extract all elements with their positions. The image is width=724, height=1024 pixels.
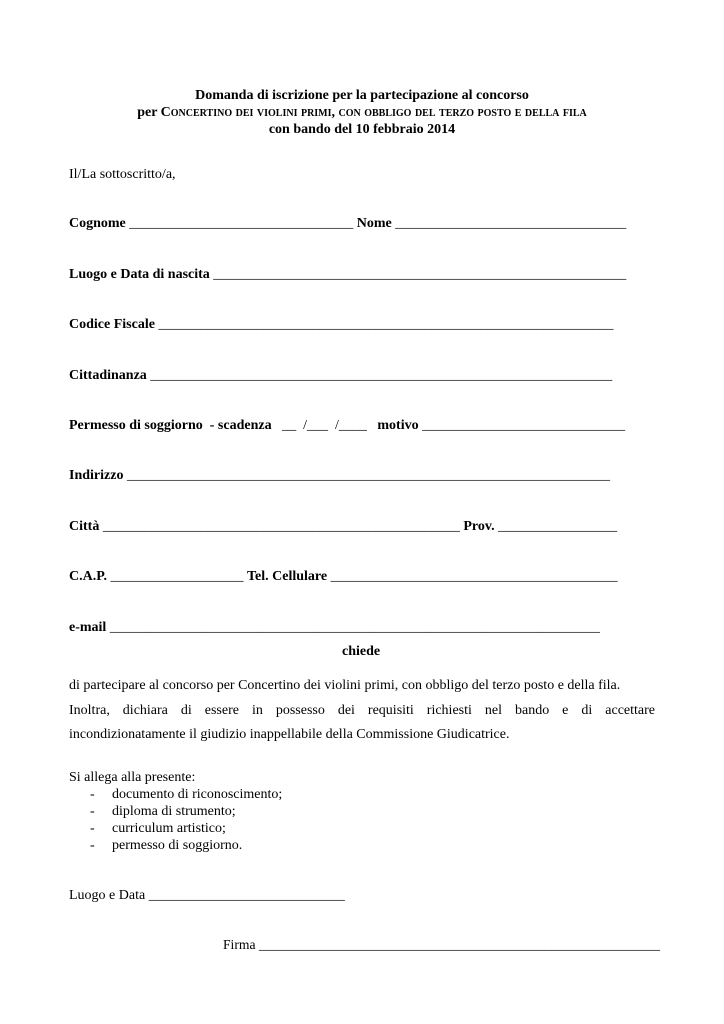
attachment-item-label: curriculum artistico; bbox=[112, 821, 226, 836]
firma-field[interactable]: ___________________________________________________________ bbox=[258, 938, 660, 953]
list-bullet: - bbox=[90, 821, 95, 836]
codice-fiscale-field[interactable]: _________________________________________________________________ bbox=[158, 317, 614, 332]
luogo-data-nascita-label: Luogo e Data di nascita bbox=[69, 267, 210, 282]
tel-label: Tel. Cellulare bbox=[247, 569, 328, 584]
intro-text: Il/La sottoscritto/a, bbox=[69, 167, 176, 182]
citta-field[interactable]: ___________________________________________________ bbox=[102, 519, 460, 534]
tel-field[interactable]: _________________________________________ bbox=[330, 569, 618, 584]
cap-row bbox=[69, 568, 618, 585]
list-item bbox=[69, 820, 282, 837]
firma-label: Firma bbox=[223, 938, 256, 953]
prov-label: Prov. bbox=[463, 519, 495, 534]
cittadinanza-field[interactable]: __________________________________________________________________ bbox=[150, 368, 613, 383]
citta-label: Città bbox=[69, 519, 100, 534]
motivo-label: motivo bbox=[377, 418, 419, 433]
prov-field[interactable]: _________________ bbox=[498, 519, 618, 534]
list-bullet: - bbox=[90, 787, 95, 802]
attachment-item-label: documento di riconoscimento; bbox=[112, 787, 283, 802]
indirizzo-row bbox=[69, 467, 610, 484]
list-bullet: - bbox=[90, 838, 95, 853]
permesso-row bbox=[69, 417, 625, 434]
nascita-row bbox=[69, 266, 626, 283]
email-row bbox=[69, 619, 600, 636]
list-item bbox=[69, 837, 282, 854]
luogo-data-field[interactable]: ____________________________ bbox=[148, 888, 345, 903]
indirizzo-field[interactable]: _____________________________________________________________________ bbox=[126, 468, 610, 483]
codice-fiscale-label: Codice Fiscale bbox=[69, 317, 155, 332]
permesso-label: Permesso di soggiorno - scadenza bbox=[69, 418, 272, 433]
declaration-line2: incondizionatamente il giudizio inappellabile della Commissione Giudicatrice. bbox=[69, 727, 510, 742]
attachments-heading: Si allega alla presente: bbox=[69, 770, 196, 785]
cognome-row bbox=[69, 215, 626, 232]
nome-field[interactable]: _________________________________ bbox=[395, 216, 627, 231]
list-bullet: - bbox=[90, 804, 95, 819]
cittadinanza-label: Cittadinanza bbox=[69, 368, 147, 383]
indirizzo-label: Indirizzo bbox=[69, 468, 124, 483]
form-title-line2-prefix: per bbox=[137, 105, 161, 120]
cap-label: C.A.P. bbox=[69, 569, 107, 584]
attachment-item-label: diploma di strumento; bbox=[112, 804, 236, 819]
form-title-line3: con bando del 10 febbraio 2014 bbox=[268, 122, 456, 137]
email-label: e-mail bbox=[69, 620, 107, 635]
list-item bbox=[69, 786, 282, 803]
motivo-field[interactable]: _____________________________ bbox=[422, 418, 626, 433]
attachments-list bbox=[69, 786, 282, 854]
firma-row bbox=[223, 937, 660, 954]
request-paragraph: di partecipare al concorso per Concertino dei violini primi, con obbligo del terzo posto e della fila. bbox=[69, 678, 621, 693]
luogo-data-label: Luogo e Data bbox=[69, 888, 146, 903]
form-title-line1: Domanda di iscrizione per la partecipazione al concorso bbox=[195, 88, 529, 103]
permesso-scadenza-field[interactable]: __ /___ /____ bbox=[282, 418, 367, 433]
cittadinanza-row bbox=[69, 367, 612, 384]
luogo-data-row bbox=[69, 887, 345, 904]
list-item bbox=[69, 803, 282, 820]
form-title-line2 bbox=[0, 104, 724, 121]
cognome-label: Cognome bbox=[69, 216, 126, 231]
cap-field[interactable]: ___________________ bbox=[110, 569, 244, 584]
nome-label: Nome bbox=[356, 216, 392, 231]
citta-row bbox=[69, 518, 617, 535]
codice-fiscale-row bbox=[69, 316, 613, 333]
email-field[interactable]: ______________________________________________________________________ bbox=[109, 620, 600, 635]
chiede-heading: chiede bbox=[342, 644, 381, 659]
declaration-line1: Inoltra, dichiara di essere in possesso dei requisiti richiesti nel bando e di accettare bbox=[69, 703, 655, 718]
cognome-field[interactable]: ________________________________ bbox=[129, 216, 354, 231]
luogo-data-nascita-field[interactable]: ___________________________________________________________ bbox=[213, 267, 627, 282]
attachment-item-label: permesso di soggiorno. bbox=[112, 838, 243, 853]
form-title-line2-role: Concertino dei violini primi, con obbligo del terzo posto e della fila bbox=[160, 105, 587, 120]
